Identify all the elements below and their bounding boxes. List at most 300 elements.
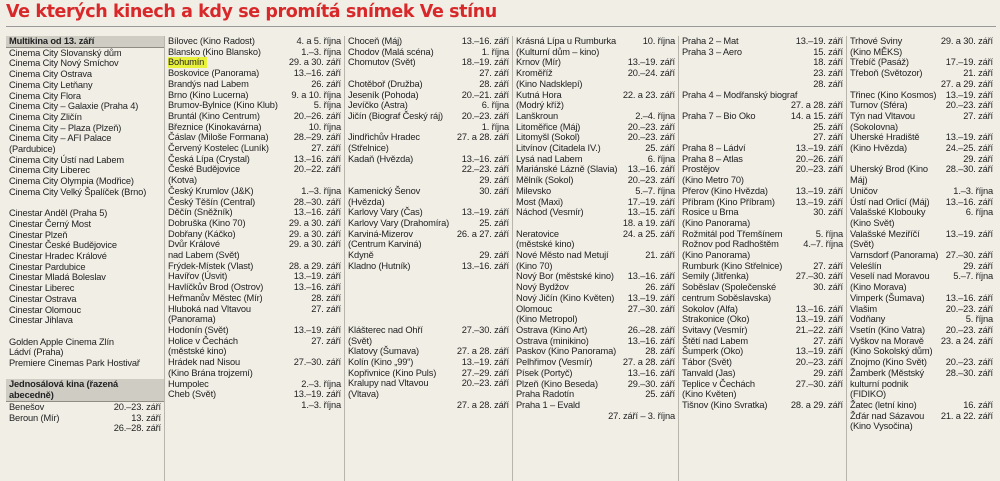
cinema-name: Třeboň (Světozor) [850,68,923,79]
cinema-name: Lysá nad Labem [516,153,583,164]
screening-date: 22. a 23. září [622,89,675,100]
cinema-entry [850,132,993,143]
cinema-entry [168,100,341,111]
cinema-entry [9,187,161,198]
screening-date: 1.–3. října [301,399,341,410]
screening-date: 6. října [965,207,993,218]
cinema-entry [168,293,341,304]
cinema-entry [168,325,341,336]
cinema-name: Ostrava (Kino Art) [516,324,588,335]
cinema-entry [516,218,675,229]
cinema-entry [682,132,843,143]
screening-date: 28. září [479,78,509,89]
section-heading: Multikina od 13. září [6,36,164,48]
cinema-entry [682,346,843,357]
cinema-entry [682,186,843,197]
screening-date: 25. září [813,121,843,132]
cinema-name: Chotěboř (Družba) [348,78,423,89]
cinema-name: Heřmanův Městec (Mír) [168,292,263,303]
cinema-name: Nové Město nad Metují (Kino 70) [516,250,609,271]
screening-date: 28.–30. září [945,164,993,175]
cinema-name: Mariánské Lázně (Slavia) [516,164,618,175]
screening-date: 10. října [642,36,675,46]
screening-date: 1.–3. října [953,185,993,196]
cinema-entry [516,36,675,57]
cinema-name: Chomutov (Svět) [348,57,416,68]
cinema-entry [9,283,161,294]
spacer [348,304,509,315]
cinema-name: Choceň (Máj) [348,36,402,46]
cinema-name: Krásná Lípa u Rumburka (Kulturní dům – kino) [516,36,617,57]
cinema-entry [9,112,161,123]
screening-date: 13.–19. září [945,228,993,239]
cinema-entry [348,207,509,218]
cinema-entry [682,164,843,185]
screening-date: 28. září [813,78,843,89]
cinema-entry [516,207,675,218]
screening-date: 27. září [311,143,341,154]
screening-date: 13.–16. září [795,303,843,314]
screening-date: 13.–19. září [293,271,341,282]
screening-date: 27.–30. září [945,250,993,261]
cinema-name: Cinema City Flora [9,90,81,101]
screening-date: 27. září [813,335,843,346]
cinema-entry [850,304,993,315]
screening-date: 27. a 28. září [456,399,509,410]
cinema-entry [9,262,161,273]
cinema-entry [682,36,843,47]
screening-date: 27.–30. září [795,271,843,282]
screening-date: 13.–16. září [627,271,675,282]
cinema-entry [9,272,161,283]
column-6 [846,36,996,481]
spacer [9,369,161,380]
cinema-entry [516,229,675,250]
cinema-entry [516,186,675,197]
screening-date: 18. a 19. září [622,217,675,228]
cinema-entry [682,314,843,325]
cinema-entry [9,337,161,348]
cinema-name: Jindřichův Hradec (Střelnice) [348,132,420,154]
spacer [348,314,509,325]
cinema-name: Tišnov (Kino Svratka) [682,399,768,410]
cinema-name: Most (Maxi) [516,196,563,207]
cinema-entry [682,368,843,379]
cinema-name: Lanškroun [516,110,559,121]
cinema-name: Cinema City – AFI Palace (Pardubice) [9,133,112,155]
cinema-entry [348,378,509,399]
cinema-name: Praha 4 – Modřanský biograf [682,89,798,100]
screening-date: 16. září [963,399,993,410]
cinema-name: Cinema City Letňany [9,79,93,90]
spacer [348,282,509,293]
cinema-entry [516,282,675,293]
cinema-name: Vyškov na Moravě [850,335,924,346]
cinema-entry [348,218,509,229]
cinema-name: Hrádek nad Nisou (Kino Brána trojzemí) [168,357,253,378]
cinema-entry [516,197,675,208]
screening-date: 18.–19. září [461,57,509,68]
cinema-entry [850,197,993,208]
cinema-entry [850,368,993,400]
screening-date: 20.–23. září [627,121,675,132]
cinema-name: Žamberk (Městský kulturní podnik (FIDIKO) [850,367,925,400]
screening-date: 23. a 24. září [940,335,993,346]
cinema-name: Valašské Meziříčí (Svět) [850,228,920,250]
screening-date: 5. října [313,100,341,111]
screening-date: 4. a 5. října [296,36,341,46]
cinema-name: Šumperk (Oko) [682,346,744,357]
cinema-name: Teplice v Čechách (Kino Květen) [682,378,755,400]
screening-date: 26. a 27. září [456,228,509,239]
cinema-entry [168,379,341,390]
screening-date: 13.–19. září [795,143,843,154]
cinema-name: Příbram (Kino Příbram) [682,196,775,207]
screening-date: 26. září [311,78,341,89]
cinema-name: Prostějov (Kino Metro 70) [682,164,744,186]
cinema-entry [168,271,341,282]
cinema-entry [348,90,509,101]
screening-date: 30. září [813,207,843,218]
cinema-name: Cinestar Jihlava [9,315,73,326]
cinema-entry [9,208,161,219]
cinema-entry [348,111,509,122]
cinema-name: Klášterec nad Ohří (Svět) [348,324,423,346]
cinema-name: Havlíčkův Brod (Ostrov) [168,282,264,293]
cinema-name: Bílovec (Kino Radost) [168,36,255,46]
screening-date: 17.–19. září [627,196,675,207]
cinema-name: Tanvald (Jas) [682,367,736,378]
screening-date: 13.–19. září [945,132,993,143]
cinema-name: (Kino MĚKS) [850,46,903,57]
cinema-entry [9,165,161,176]
cinema-name: Litoměřice (Máj) [516,121,581,132]
cinema-name: Cinestar Liberec [9,283,75,294]
cinema-entry [168,389,341,400]
cinema-entry [168,57,341,68]
listing-columns [6,36,996,481]
cinema-name: Znojmo (Kino Svět) [850,357,927,368]
screening-date: 1. října [481,121,509,132]
screening-date: 5. října [815,228,843,239]
screening-date: 23. září [813,68,843,79]
cinema-entry [9,315,161,326]
cinema-entry [850,336,993,347]
screening-date: 13.–19. září [795,196,843,207]
page-title: Ve kterých kinech a kdy se promítá snímek Ve stínu [6,2,497,22]
cinema-name: Hluboká nad Vltavou (Panorama) [168,303,251,325]
cinema-name: Karviná-Mizerov (Centrum Karviná) [348,228,422,250]
cinema-name: Kdyně [348,250,374,261]
cinema-name: Praha 2 – Mat [682,36,739,46]
cinema-name: (Kino Hvězda) [850,143,907,154]
cinema-entry [850,293,993,304]
cinema-entry [348,400,509,411]
cinema-name: Karlovy Vary (Čas) [348,207,423,218]
cinema-entry [9,80,161,91]
cinema-entry [516,175,675,186]
cinema-entry [348,68,509,79]
cinema-name: Cinestar České Budějovice [9,240,117,251]
cinema-entry [516,122,675,133]
cinema-name: Český Krumlov (J&K) [168,185,254,196]
cinema-name: Cinema City Velký Špalíček (Brno) [9,186,147,197]
cinema-entry [9,294,161,305]
cinema-name: Praha 8 – Ládví [682,143,746,154]
cinema-name: Strakonice (Oko) [682,314,750,325]
screening-date: 13. září [131,412,161,423]
cinema-entry [850,47,993,58]
screening-date: 13.–19. září [627,57,675,68]
cinema-name: Svitavy (Vesmír) [682,324,748,335]
cinema-entry [850,325,993,336]
cinema-entry [516,389,675,400]
cinema-entry [168,336,341,357]
screening-date: 20.–23. září [113,401,161,412]
screening-date: 13.–16. září [945,196,993,207]
cinema-entry [168,197,341,208]
cinema-name: Ostrava (minikino) [516,335,589,346]
cinema-name: Vsetín (Kino Vatra) [850,324,926,335]
cinema-entry [9,240,161,251]
screening-date: 27. září – 3. října [608,410,675,421]
screening-date: 13.–16. září [945,292,993,303]
cinema-name: Brno (Kino Lucerna) [168,89,249,100]
cinema-entry [850,346,993,357]
cinema-entry [850,90,993,101]
cinema-name: Praha 8 – Atlas [682,153,743,164]
cinema-entry [348,57,509,68]
screening-date: 24. a 25. září [622,228,675,239]
cinema-entry [516,346,675,357]
cinema-name: Trhové Sviny [850,36,903,46]
screening-date: 20.–23. září [627,175,675,186]
screening-date: 20.–26. září [795,153,843,164]
cinema-entry [9,413,161,424]
screening-date: 27. září [311,303,341,314]
cinema-entry [168,239,341,260]
cinema-entry [348,325,509,346]
screening-date: 28.–29. září [293,132,341,143]
cinema-name: Praha Radotín [516,389,575,400]
cinema-name: Žatec (letní kino) [850,399,917,410]
cinema-name: (Kino Sokolský dům) [850,346,933,357]
cinema-entry [850,271,993,292]
cinema-entry [516,293,675,304]
cinema-name: Kroměříž (Kino Nadsklepí) [516,68,583,89]
cinema-entry [348,132,509,153]
cinema-name: Kutná Hora (Modrý kříž) [516,89,564,111]
cinema-entry [168,186,341,197]
cinema-entry [850,250,993,261]
screening-date: 25. září [645,143,675,154]
screening-date: 27. a 28. září [790,100,843,111]
cinema-entry [348,261,509,272]
screening-date: 13.–19. září [795,314,843,325]
cinema-entry [516,336,675,347]
cinema-entry [850,229,993,250]
cinema-entry [682,207,843,228]
cinema-name: Třebíč (Pasáž) [850,57,909,68]
screening-date: 27.–30. září [795,378,843,389]
cinema-entry [850,79,993,90]
cinema-name: Rožnov pod Radhoštěm (Kino Panorama) [682,239,779,261]
cinema-entry [850,186,993,197]
cinema-name: Brumov-Bylnice (Kino Klub) [168,100,278,111]
cinema-name: Valašské Klobouky (Kino Svět) [850,207,926,228]
cinema-name: Praha 1 – Evald [516,399,580,410]
column-4 [512,36,678,481]
cinema-name: Čáslav (Miloše Formana) [168,132,269,143]
cinema-entry [850,357,993,368]
cinema-entry [516,368,675,379]
cinema-entry [850,111,993,132]
screening-date: 27. září [813,132,843,143]
screening-date: 30. září [479,185,509,196]
cinema-name: Brandýs nad Labem [168,78,249,89]
cinema-entry [348,47,509,58]
cinema-name: Praha 3 – Aero [682,46,742,57]
cinema-name: Cinema City Olympia (Modřice) [9,176,134,187]
cinema-entry [168,229,341,240]
cinema-entry [516,90,675,111]
cinema-name: Cinestar Pardubice [9,261,86,272]
cinema-entry [682,357,843,368]
screening-date: 20.–23. září [945,324,993,335]
cinema-name: Cinema City Ostrava [9,69,92,80]
cinema-name: Jeseník (Pohoda) [348,89,419,100]
spacer [9,326,161,337]
cinema-name: Vodňany [850,314,886,325]
screening-date: 21. a 22. září [940,410,993,421]
cinema-entry [168,261,341,272]
cinema-name: Uničov [850,185,878,196]
cinema-name: Nový Bydžov [516,282,569,293]
cinema-entry [168,154,341,165]
screening-date: 28. a 29. září [288,260,341,271]
screening-date: 13.–19. září [795,346,843,357]
cinema-name: Bruntál (Kino Centrum) [168,110,260,121]
screening-date: 13.–16. září [293,153,341,164]
screening-date: 29. září [479,175,509,186]
cinema-entry [682,400,843,411]
screening-date: 29. a 30. září [288,217,341,228]
screening-date: 13.–19. září [795,185,843,196]
screening-date: 29.–30. září [627,378,675,389]
cinema-name: Holice v Čechách (městské kino) [168,335,238,357]
cinema-entry [682,282,843,303]
screening-date: 20.–23. září [795,164,843,175]
cinema-entry [348,79,509,90]
screening-date: 2.–4. října [635,110,675,121]
cinema-entry [850,207,993,228]
screening-date: 13.–16. září [293,68,341,79]
cinema-name: Žďár nad Sázavou (Kino Vysočina) [850,410,925,432]
cinema-name: Blansko (Kino Blansko) [168,46,261,57]
cinema-name: Kralupy nad Vltavou (Vltava) [348,378,429,400]
cinema-entry [850,154,993,165]
screening-date: 20.–21. září [461,89,509,100]
cinema-name: Havířov (Úsvit) [168,271,228,282]
screening-date: 20.–22. září [293,164,341,175]
screening-date: 21.–22. září [795,324,843,335]
cinema-entry [9,133,161,154]
cinema-name: Tábor (Svět) [682,357,732,368]
screening-date: 29. září [963,153,993,164]
cinema-entry [348,100,509,111]
cinema-name: Děčín (Sněžník) [168,207,233,218]
cinema-entry [682,79,843,90]
cinema-entry [516,250,675,271]
screening-date: 28. a 29. září [790,399,843,410]
cinema-entry [168,143,341,154]
screening-date: 27. září [813,260,843,271]
cinema-entry [682,379,843,400]
cinema-entry [168,132,341,143]
cinema-entry [348,154,509,165]
screening-date: 29. a 30. září [940,36,993,46]
screening-date: 15. září [813,46,843,57]
cinema-entry [516,132,675,143]
cinema-name: Boskovice (Panorama) [168,68,260,79]
column-2 [164,36,344,481]
screening-date: 9. a 10. října [291,89,341,100]
cinema-entry [9,402,161,413]
cinema-entry [850,314,993,325]
cinema-name: Vlašim [850,303,877,314]
cinema-name: Cinema City Liberec [9,165,90,176]
column-1 [6,36,164,481]
cinema-entry [348,175,509,186]
cinema-entry [9,48,161,59]
screening-date: 26.–28. září [113,423,161,434]
cinema-name: Uherský Brod (Kino Máj) [850,164,928,186]
cinema-entry [516,68,675,89]
cinema-entry [9,305,161,316]
cinema-name: Cinestar Mladá Boleslav [9,272,106,283]
title-rule [6,26,996,27]
cinema-entry [850,36,993,47]
cinema-entry [348,357,509,368]
cinema-entry [348,346,509,357]
cinema-name: Kamenický Šenov (Hvězda) [348,185,421,207]
cinema-name: České Budějovice (Kotva) [168,164,241,186]
cinema-entry [516,304,675,325]
cinema-name: Humpolec [168,378,209,389]
cinema-entry [168,122,341,133]
cinema-entry [682,47,843,58]
cinema-entry [9,251,161,262]
screening-date: 21. září [963,68,993,79]
cinema-entry [168,164,341,185]
cinema-entry [682,154,843,165]
cinema-name: Krnov (Mír) [516,57,561,68]
cinema-entry [682,336,843,347]
cinema-name: Uherské Hradiště [850,132,920,143]
screening-date: 28. září [311,292,341,303]
screening-date: 28.–30. září [293,196,341,207]
spacer [348,271,509,282]
cinema-entry [850,261,993,272]
screening-date: 5.–7. října [635,185,675,196]
screening-date: 20.–23. září [945,357,993,368]
screening-date: 4.–7. října [803,239,843,250]
cinema-entry [516,325,675,336]
column-3 [344,36,512,481]
cinema-entry [682,261,843,272]
cinema-name: Soběslav (Společenské centrum Soběslavska) [682,282,777,303]
screening-date: 28. září [645,346,675,357]
